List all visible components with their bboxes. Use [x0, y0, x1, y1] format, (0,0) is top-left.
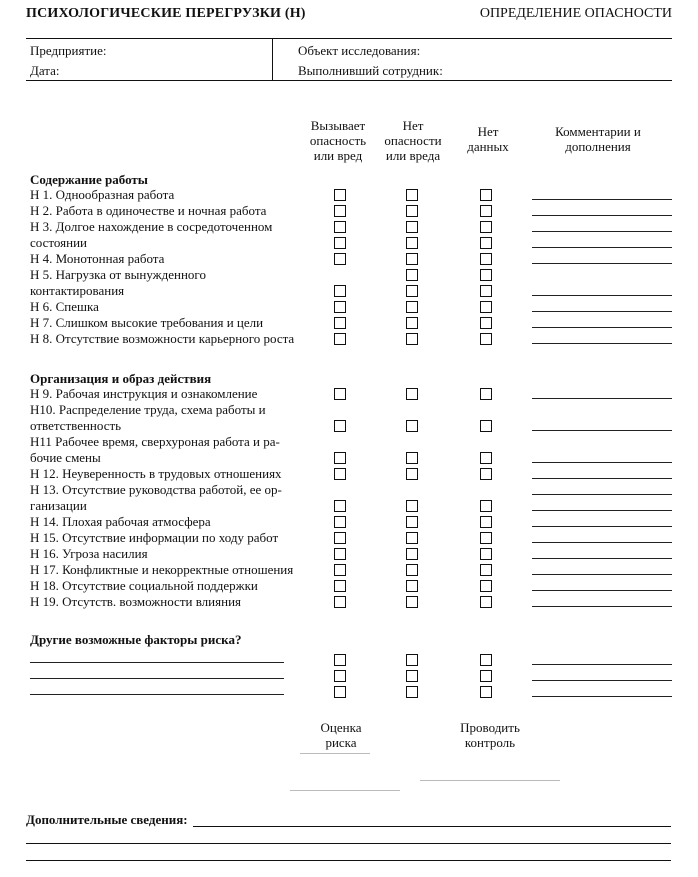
checkbox-harm[interactable] — [334, 420, 346, 432]
comment-line[interactable] — [532, 510, 672, 511]
comment-line[interactable] — [532, 199, 672, 200]
checkbox-no-danger[interactable] — [406, 301, 418, 313]
checkbox-harm[interactable] — [334, 564, 346, 576]
list-item: Н11 Рабочее время, сверхуроная работа и ра- — [30, 434, 280, 449]
checkbox-no-data[interactable] — [480, 654, 492, 666]
list-item: контактирования — [30, 283, 125, 298]
header-rule — [26, 38, 672, 39]
checkbox-harm[interactable] — [334, 388, 346, 400]
comment-line[interactable] — [532, 494, 672, 495]
checkbox-harm[interactable] — [334, 468, 346, 480]
column-no-danger-header: Нет опасности или вреда — [384, 118, 442, 163]
enterprise-label: Предприятие: — [30, 43, 107, 58]
list-item: Н 3. Долгое нахождение в сосредоточенном — [30, 219, 273, 234]
checkbox-no-data[interactable] — [480, 500, 492, 512]
additional-line-3[interactable] — [26, 860, 671, 861]
checkbox-no-danger[interactable] — [406, 654, 418, 666]
checkbox-no-data[interactable] — [480, 686, 492, 698]
list-item: Н 6. Спешка — [30, 299, 99, 314]
checkbox-harm[interactable] — [334, 189, 346, 201]
checkbox-no-danger[interactable] — [406, 686, 418, 698]
form-title: ПСИХОЛОГИЧЕСКИЕ ПЕРЕГРУЗКИ (Н) — [26, 6, 306, 21]
list-item: Н 18. Отсутствие социальной поддержки — [30, 578, 258, 593]
list-item: ганизации — [30, 498, 87, 513]
list-item: ответственность — [30, 418, 122, 433]
checkbox-no-danger[interactable] — [406, 548, 418, 560]
checkbox-no-data[interactable] — [480, 285, 492, 297]
checkbox-no-data[interactable] — [480, 301, 492, 313]
checkbox-no-data[interactable] — [480, 670, 492, 682]
comment-line[interactable] — [532, 215, 672, 216]
column-comments-header: Комментарии и дополнения — [555, 124, 641, 154]
checkbox-no-data[interactable] — [480, 596, 492, 608]
checkbox-no-danger[interactable] — [406, 516, 418, 528]
form-section-title: ОПРЕДЕЛЕНИЕ ОПАСНОСТИ — [479, 6, 672, 21]
additional-line-2[interactable] — [26, 843, 671, 844]
comment-line[interactable] — [532, 327, 672, 328]
comment-line[interactable] — [532, 295, 672, 296]
list-item: Н 14. Плохая рабочая атмосфера — [30, 514, 211, 529]
checkbox-no-data[interactable] — [480, 388, 492, 400]
comment-line[interactable] — [532, 430, 672, 431]
risk-assessment-label: Оценка риска — [320, 720, 362, 750]
checkbox-no-danger[interactable] — [406, 317, 418, 329]
checkbox-no-danger[interactable] — [406, 388, 418, 400]
list-item: бочие смены — [30, 450, 101, 465]
checkbox-no-danger[interactable] — [406, 670, 418, 682]
section-work-content: Содержание работы — [30, 172, 148, 187]
list-item: Н 1. Однообразная работа — [30, 187, 175, 202]
checkbox-harm[interactable] — [334, 317, 346, 329]
checkbox-harm[interactable] — [334, 452, 346, 464]
risk-factor-input-line[interactable] — [30, 662, 284, 663]
checkbox-no-data[interactable] — [480, 237, 492, 249]
risk-factor-input-line[interactable] — [30, 678, 284, 679]
comment-line[interactable] — [532, 696, 672, 697]
list-item: Н 9. Рабочая инструкция и ознакомление — [30, 386, 258, 401]
list-item: Н 2. Работа в одиночестве и ночная работа — [30, 203, 267, 218]
checkbox-harm[interactable] — [334, 516, 346, 528]
object-label: Объект исследования: — [298, 43, 421, 58]
checkbox-no-danger[interactable] — [406, 500, 418, 512]
list-item: Н 17. Конфликтные и некорректные отношения — [30, 562, 294, 577]
checkbox-no-data[interactable] — [480, 580, 492, 592]
comment-line[interactable] — [532, 574, 672, 575]
checkbox-harm[interactable] — [334, 532, 346, 544]
list-item: Н10. Распределение труда, схема работы и — [30, 402, 266, 417]
checkbox-no-data[interactable] — [480, 564, 492, 576]
checkbox-harm[interactable] — [334, 548, 346, 560]
date-label: Дата: — [30, 63, 60, 78]
comment-line[interactable] — [532, 247, 672, 248]
column-no-data-header: Нет данных — [467, 124, 509, 154]
comment-line[interactable] — [532, 664, 672, 665]
checkbox-no-danger[interactable] — [406, 580, 418, 592]
checkbox-harm[interactable] — [334, 580, 346, 592]
comment-line[interactable] — [532, 263, 672, 264]
checkbox-no-data[interactable] — [480, 253, 492, 265]
checkbox-no-data[interactable] — [480, 269, 492, 281]
checkbox-no-danger[interactable] — [406, 237, 418, 249]
checkbox-no-danger[interactable] — [406, 532, 418, 544]
checkbox-no-data[interactable] — [480, 205, 492, 217]
checkbox-harm[interactable] — [334, 596, 346, 608]
checkbox-no-danger[interactable] — [406, 205, 418, 217]
list-item: Н 15. Отсутствие информации по ходу работ — [30, 530, 279, 545]
checkbox-no-data[interactable] — [480, 189, 492, 201]
checkbox-no-danger[interactable] — [406, 564, 418, 576]
checkbox-no-data[interactable] — [480, 420, 492, 432]
checkbox-no-data[interactable] — [480, 452, 492, 464]
list-item: Н 16. Угроза насилия — [30, 546, 148, 561]
comment-line[interactable] — [532, 478, 672, 479]
info-divider — [272, 38, 273, 80]
comment-line[interactable] — [532, 311, 672, 312]
checkbox-no-danger[interactable] — [406, 452, 418, 464]
info-rule — [26, 80, 672, 81]
checkbox-no-data[interactable] — [480, 516, 492, 528]
list-item: Н 19. Отсутств. возможности влияния — [30, 594, 242, 609]
list-item: Н 7. Слишком высокие требования и цели — [30, 315, 264, 330]
checkbox-harm[interactable] — [334, 253, 346, 265]
checkbox-harm[interactable] — [334, 221, 346, 233]
checkbox-no-danger[interactable] — [406, 221, 418, 233]
comment-line[interactable] — [532, 680, 672, 681]
checkbox-harm[interactable] — [334, 670, 346, 682]
section-other-factors: Другие возможные факторы риска? — [30, 632, 242, 647]
list-item: Н 4. Монотонная работа — [30, 251, 165, 266]
control-label: Проводить контроль — [460, 720, 520, 750]
checkbox-no-danger[interactable] — [406, 285, 418, 297]
risk-factor-input-line[interactable] — [30, 694, 284, 695]
additional-info-label: Дополнительные сведения: — [26, 812, 188, 827]
section-organization: Организация и образ действия — [30, 371, 212, 386]
comment-line[interactable] — [532, 606, 672, 607]
checkbox-no-data[interactable] — [480, 221, 492, 233]
checkbox-harm[interactable] — [334, 301, 346, 313]
comment-line[interactable] — [532, 343, 672, 344]
list-item: Н 13. Отсутствие руководства работой, ее ор- — [30, 482, 282, 497]
comment-line[interactable] — [532, 526, 672, 527]
comment-line[interactable] — [532, 462, 672, 463]
checkbox-harm[interactable] — [334, 654, 346, 666]
list-item: Н 12. Неуверенность в трудовых отношениях — [30, 466, 282, 481]
checkbox-no-data[interactable] — [480, 333, 492, 345]
checkbox-no-data[interactable] — [480, 468, 492, 480]
checkbox-harm[interactable] — [334, 500, 346, 512]
checkbox-no-danger[interactable] — [406, 468, 418, 480]
checkbox-harm[interactable] — [334, 686, 346, 698]
checkbox-no-data[interactable] — [480, 317, 492, 329]
comment-line[interactable] — [532, 590, 672, 591]
checkbox-no-data[interactable] — [480, 548, 492, 560]
list-item: Н 8. Отсутствие возможности карьерного роста — [30, 331, 295, 346]
list-item: состоянии — [30, 235, 87, 250]
checkbox-no-danger[interactable] — [406, 333, 418, 345]
list-item: Н 5. Нагрузка от вынужденного — [30, 267, 206, 282]
checkbox-harm[interactable] — [334, 237, 346, 249]
comment-line[interactable] — [532, 231, 672, 232]
checkbox-no-danger[interactable] — [406, 189, 418, 201]
checkbox-no-danger[interactable] — [406, 253, 418, 265]
comment-line[interactable] — [532, 398, 672, 399]
column-harm-header: Вызывает опасность или вред — [309, 118, 367, 163]
employee-label: Выполнивший сотрудник: — [298, 63, 443, 78]
checkbox-harm[interactable] — [334, 205, 346, 217]
comment-line[interactable] — [532, 542, 672, 543]
checkbox-no-danger[interactable] — [406, 596, 418, 608]
checkbox-harm[interactable] — [334, 285, 346, 297]
additional-line-1[interactable] — [193, 826, 671, 827]
checkbox-no-danger[interactable] — [406, 420, 418, 432]
checkbox-no-data[interactable] — [480, 532, 492, 544]
comment-line[interactable] — [532, 558, 672, 559]
checkbox-no-danger[interactable] — [406, 269, 418, 281]
checkbox-harm[interactable] — [334, 333, 346, 345]
